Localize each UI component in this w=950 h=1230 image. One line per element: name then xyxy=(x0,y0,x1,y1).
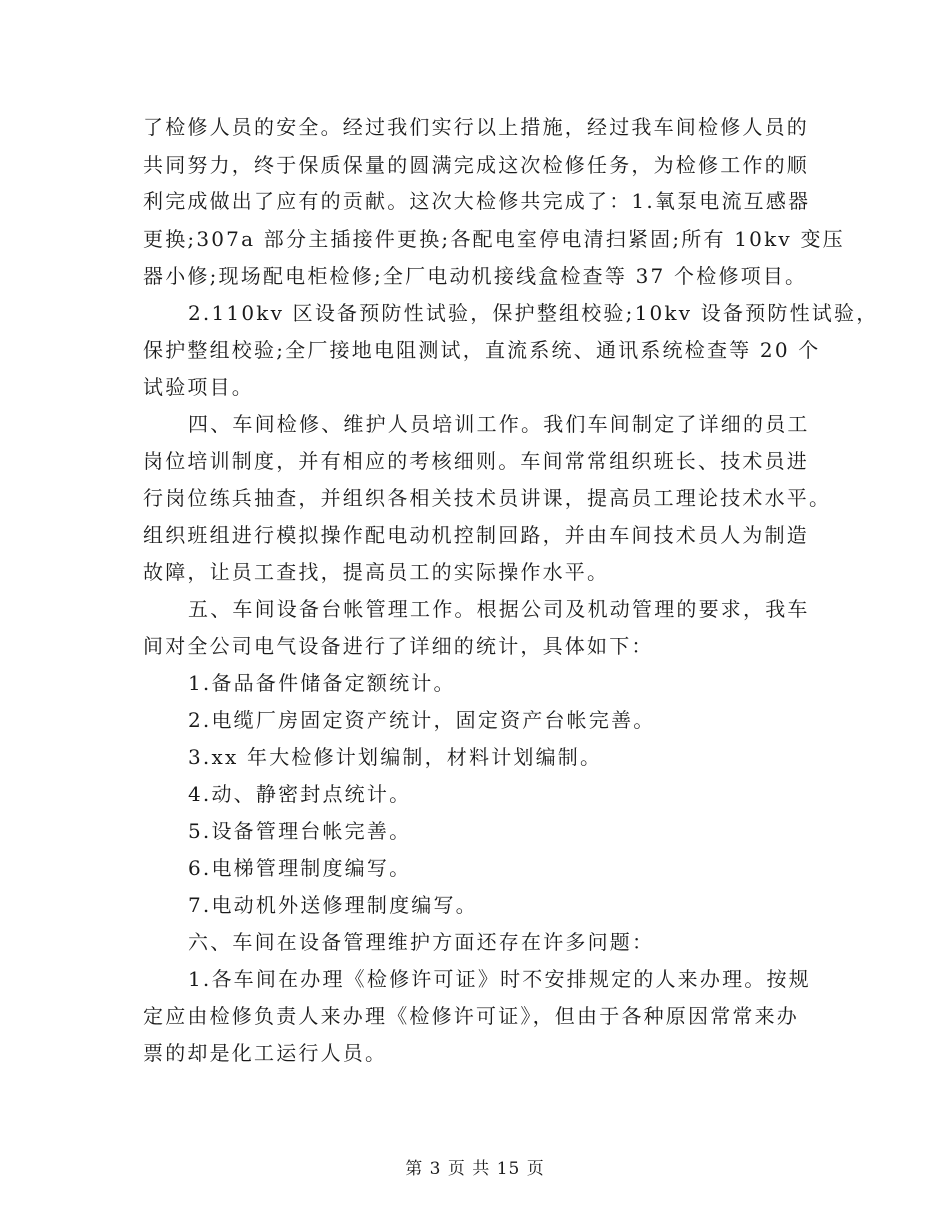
list-item: 7.电动机外送修理制度编写。 xyxy=(188,893,478,917)
text-line: 票的却是化工运行人员。 xyxy=(143,1041,388,1065)
list-item: 4.动、静密封点统计。 xyxy=(188,782,412,806)
text-line: 组织班组进行模拟操作配电动机控制回路，并由车间技术员人为制造 xyxy=(143,523,809,547)
section-heading: 六、车间在设备管理维护方面还存在许多问题： xyxy=(188,930,655,954)
text-line: 了检修人员的安全。经过我们实行以上措施，经过我车间检修人员的 xyxy=(143,115,809,139)
text-line: 四、车间检修、维护人员培训工作。我们车间制定了详细的员工 xyxy=(188,412,810,436)
text-line: 行岗位练兵抽查，并组织各相关技术员讲课，提高员工理论技术水平。 xyxy=(143,486,832,510)
text-line: 利完成做出了应有的贡献。这次大检修共完成了：1.氧泵电流互感器 xyxy=(143,189,811,213)
list-item: 6.电梯管理制度编写。 xyxy=(188,856,412,880)
text-line: 共同努力，终于保质保量的圆满完成这次检修任务，为检修工作的顺 xyxy=(143,153,809,177)
text-line: 五、车间设备台帐管理工作。根据公司及机动管理的要求，我车 xyxy=(188,597,810,621)
list-item: 2.电缆厂房固定资产统计，固定资产台帐完善。 xyxy=(188,708,656,732)
text-line: 试验项目。 xyxy=(143,375,254,399)
page-number: 第 3 页 共 15 页 xyxy=(405,1159,545,1179)
text-line: 2.110kv 区设备预防性试验，保护整组校验;10kv 设备预防性试验， xyxy=(188,301,879,325)
text-line: 故障，让员工查找，提高员工的实际操作水平。 xyxy=(143,560,610,584)
text-line: 定应由检修负责人来办理《检修许可证》，但由于各种原因常常来办 xyxy=(143,1004,799,1028)
text-line: 1.各车间在办理《检修许可证》时不安排规定的人来办理。按规 xyxy=(188,967,811,991)
text-line: 器小修;现场配电柜检修;全厂电动机接线盒检查等 37 个检修项目。 xyxy=(143,264,808,288)
text-line: 更换;307a 部分主插接件更换;各配电室停电清扫紧固;所有 10kv 变压 xyxy=(143,227,845,251)
list-item: 5.设备管理台帐完善。 xyxy=(188,819,412,843)
list-item: 3.xx 年大检修计划编制，材料计划编制。 xyxy=(188,745,603,769)
text-line: 岗位培训制度，并有相应的考核细则。车间常常组织班长、技术员进 xyxy=(143,449,809,473)
text-line: 保护整组校验;全厂接地电阻测试，直流系统、通讯系统检查等 20 个 xyxy=(143,338,821,362)
text-line: 间对全公司电气设备进行了详细的统计，具体如下： xyxy=(143,634,654,658)
list-item: 1.备品备件储备定额统计。 xyxy=(188,671,456,695)
